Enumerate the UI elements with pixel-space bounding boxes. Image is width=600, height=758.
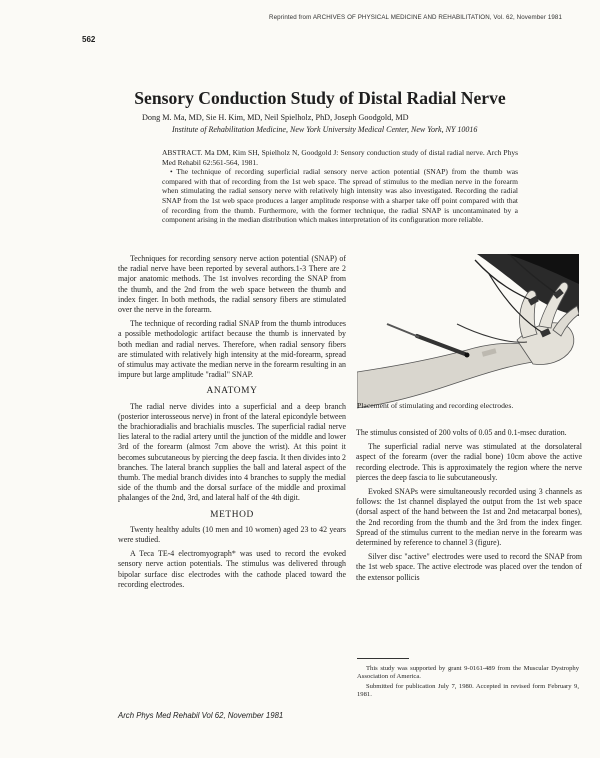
intro-paragraph: Techniques for recording sensory nerve action potential (SNAP) of the radial nerve have been reported by several authors.1-3 There are 2 major anatomic methods. The 1st involves recording the SNAP from the thumb, and the 2nd from the web space between the thumb and index finger. In both methods, the radial sensory fibers are stimulated over the nerve in the forearm.: [118, 254, 346, 315]
right-column: [356, 428, 582, 587]
footnote-divider: [357, 658, 409, 659]
page-number: 562: [82, 35, 96, 44]
authors: Dong M. Ma, MD, Sie H. Kim, MD, Neil Spielholz, PhD, Joseph Goodgold, MD: [142, 113, 409, 122]
left-column: [118, 254, 346, 594]
method-heading: METHOD: [210, 509, 254, 520]
intro-paragraph: The technique of recording radial SNAP from the thumb introduces a possible methodologic artifact because the thumb is innervated by both median and radial nerves. Therefore, when radial sensory fibers are stimulated with relatively high intensity at the mid-forearm, spread of stimulus may activate the median nerve in the forearm resulting in an impure but large amplitude "radial" SNAP.: [118, 319, 346, 380]
article-title: Sensory Conduction Study of Distal Radial Nerve: [134, 88, 506, 108]
body-paragraph: Evoked SNAPs were simultaneously recorded using 3 channels as follows: the 1st channel displayed the output from the 1st web space (dorsal aspect of the hand between the 1st and 2nd metacarpal bones), the 2nd recording from the thumb and the 3rd from the index finger. Spread of the stimulus current to the median nerve in the forearm was determined by reference to channel 3 (figure).: [356, 487, 582, 548]
body-paragraph: The superficial radial nerve was stimulated at the dorsolateral aspect of the forearm (over the radial bone) 10cm above the active recording electrode. This is approximately the region where the nerve pierces the deep fascia to lie subcutaneously.: [356, 442, 582, 482]
anatomy-paragraph: The radial nerve divides into a superficial and a deep branch (posterior interosseous nerve) in front of the lateral epicondyle between the brachioradialis and brachialis muscles. The superficial radial nerve lies lateral to the radial artery until the junction of the middle and lower 3rd of the forearm (almost 7cm above the wrist). At this point it becomes subcutaneous by piercing the deep fascia. It then divides into 2 branches. The lateral branch supplies the ball and lateral aspect of the thumb. The medial branch divides into 4 branches to supply the medial side of the thumb and the dorsal surface of the middle and proximal phalanges of the 2nd, 3rd, and lateral half of the 4th digit.: [118, 401, 346, 503]
abstract-citation: ABSTRACT. Ma DM, Kim SH, Spielholz N, Goodgold J: Sensory conduction study of distal radial nerve. Arch Phys Med Rehabil 62:561-564, 1981.: [162, 148, 518, 167]
footnote: [357, 665, 579, 700]
reprint-notice: Reprinted from ARCHIVES OF PHYSICAL MEDICINE AND REHABILITATION, Vol. 62, November 1981: [269, 14, 562, 21]
method-paragraph: Twenty healthy adults (10 men and 10 women) aged 23 to 42 years were studied.: [118, 524, 346, 545]
journal-footer: Arch Phys Med Rehabil Vol 62, November 1981: [118, 711, 284, 720]
abstract-body: • The technique of recording superficial radial sensory nerve action potential (SNAP) from the thumb was compared with that of recording from the 1st web space. The spread of stimulus to the median nerve in the forearm when stimulating the radial sensory nerve with relatively high intensity was also investigated. Recording the radial SNAP from the 1st web space produces a larger amplitude response with a sharper take off point compared with that of recording from the thumb. Furthermore, with the former technique, the radial SNAP is uncontaminated by a component arising in the median distribution which makes interpretation of its configuration more reliable.: [162, 167, 518, 225]
figure-caption: Placement of stimulating and recording electrodes.: [357, 401, 514, 410]
method-paragraph: A Teca TE-4 electromyograph* was used to record the evoked sensory nerve action potentials. The stimulus was delivered through bipolar surface disc electrodes with the cathode placed toward the recording electrodes.: [118, 549, 346, 589]
abstract: [162, 148, 518, 225]
footnote-funding: This study was supported by grant 9-0161-489 from the Muscular Dystrophy Association of America.: [357, 665, 579, 681]
hand-electrodes-illustration: [357, 254, 579, 412]
body-paragraph: The stimulus consisted of 200 volts of 0.05 and 0.1-msec duration.: [356, 428, 567, 437]
body-paragraph: Silver disc "active" electrodes were used to record the SNAP from the 1st web space. The active electrode was placed over the tendon of the extensor pollicis: [356, 552, 582, 582]
anatomy-heading: ANATOMY: [206, 386, 258, 397]
affiliation: Institute of Rehabilitation Medicine, New York University Medical Center, New York, NY 10016: [172, 125, 478, 134]
electrode-placement-photo: [357, 254, 579, 412]
footnote-submission: Submitted for publication July 7, 1980. Accepted in revised form February 9, 1981.: [357, 682, 579, 698]
